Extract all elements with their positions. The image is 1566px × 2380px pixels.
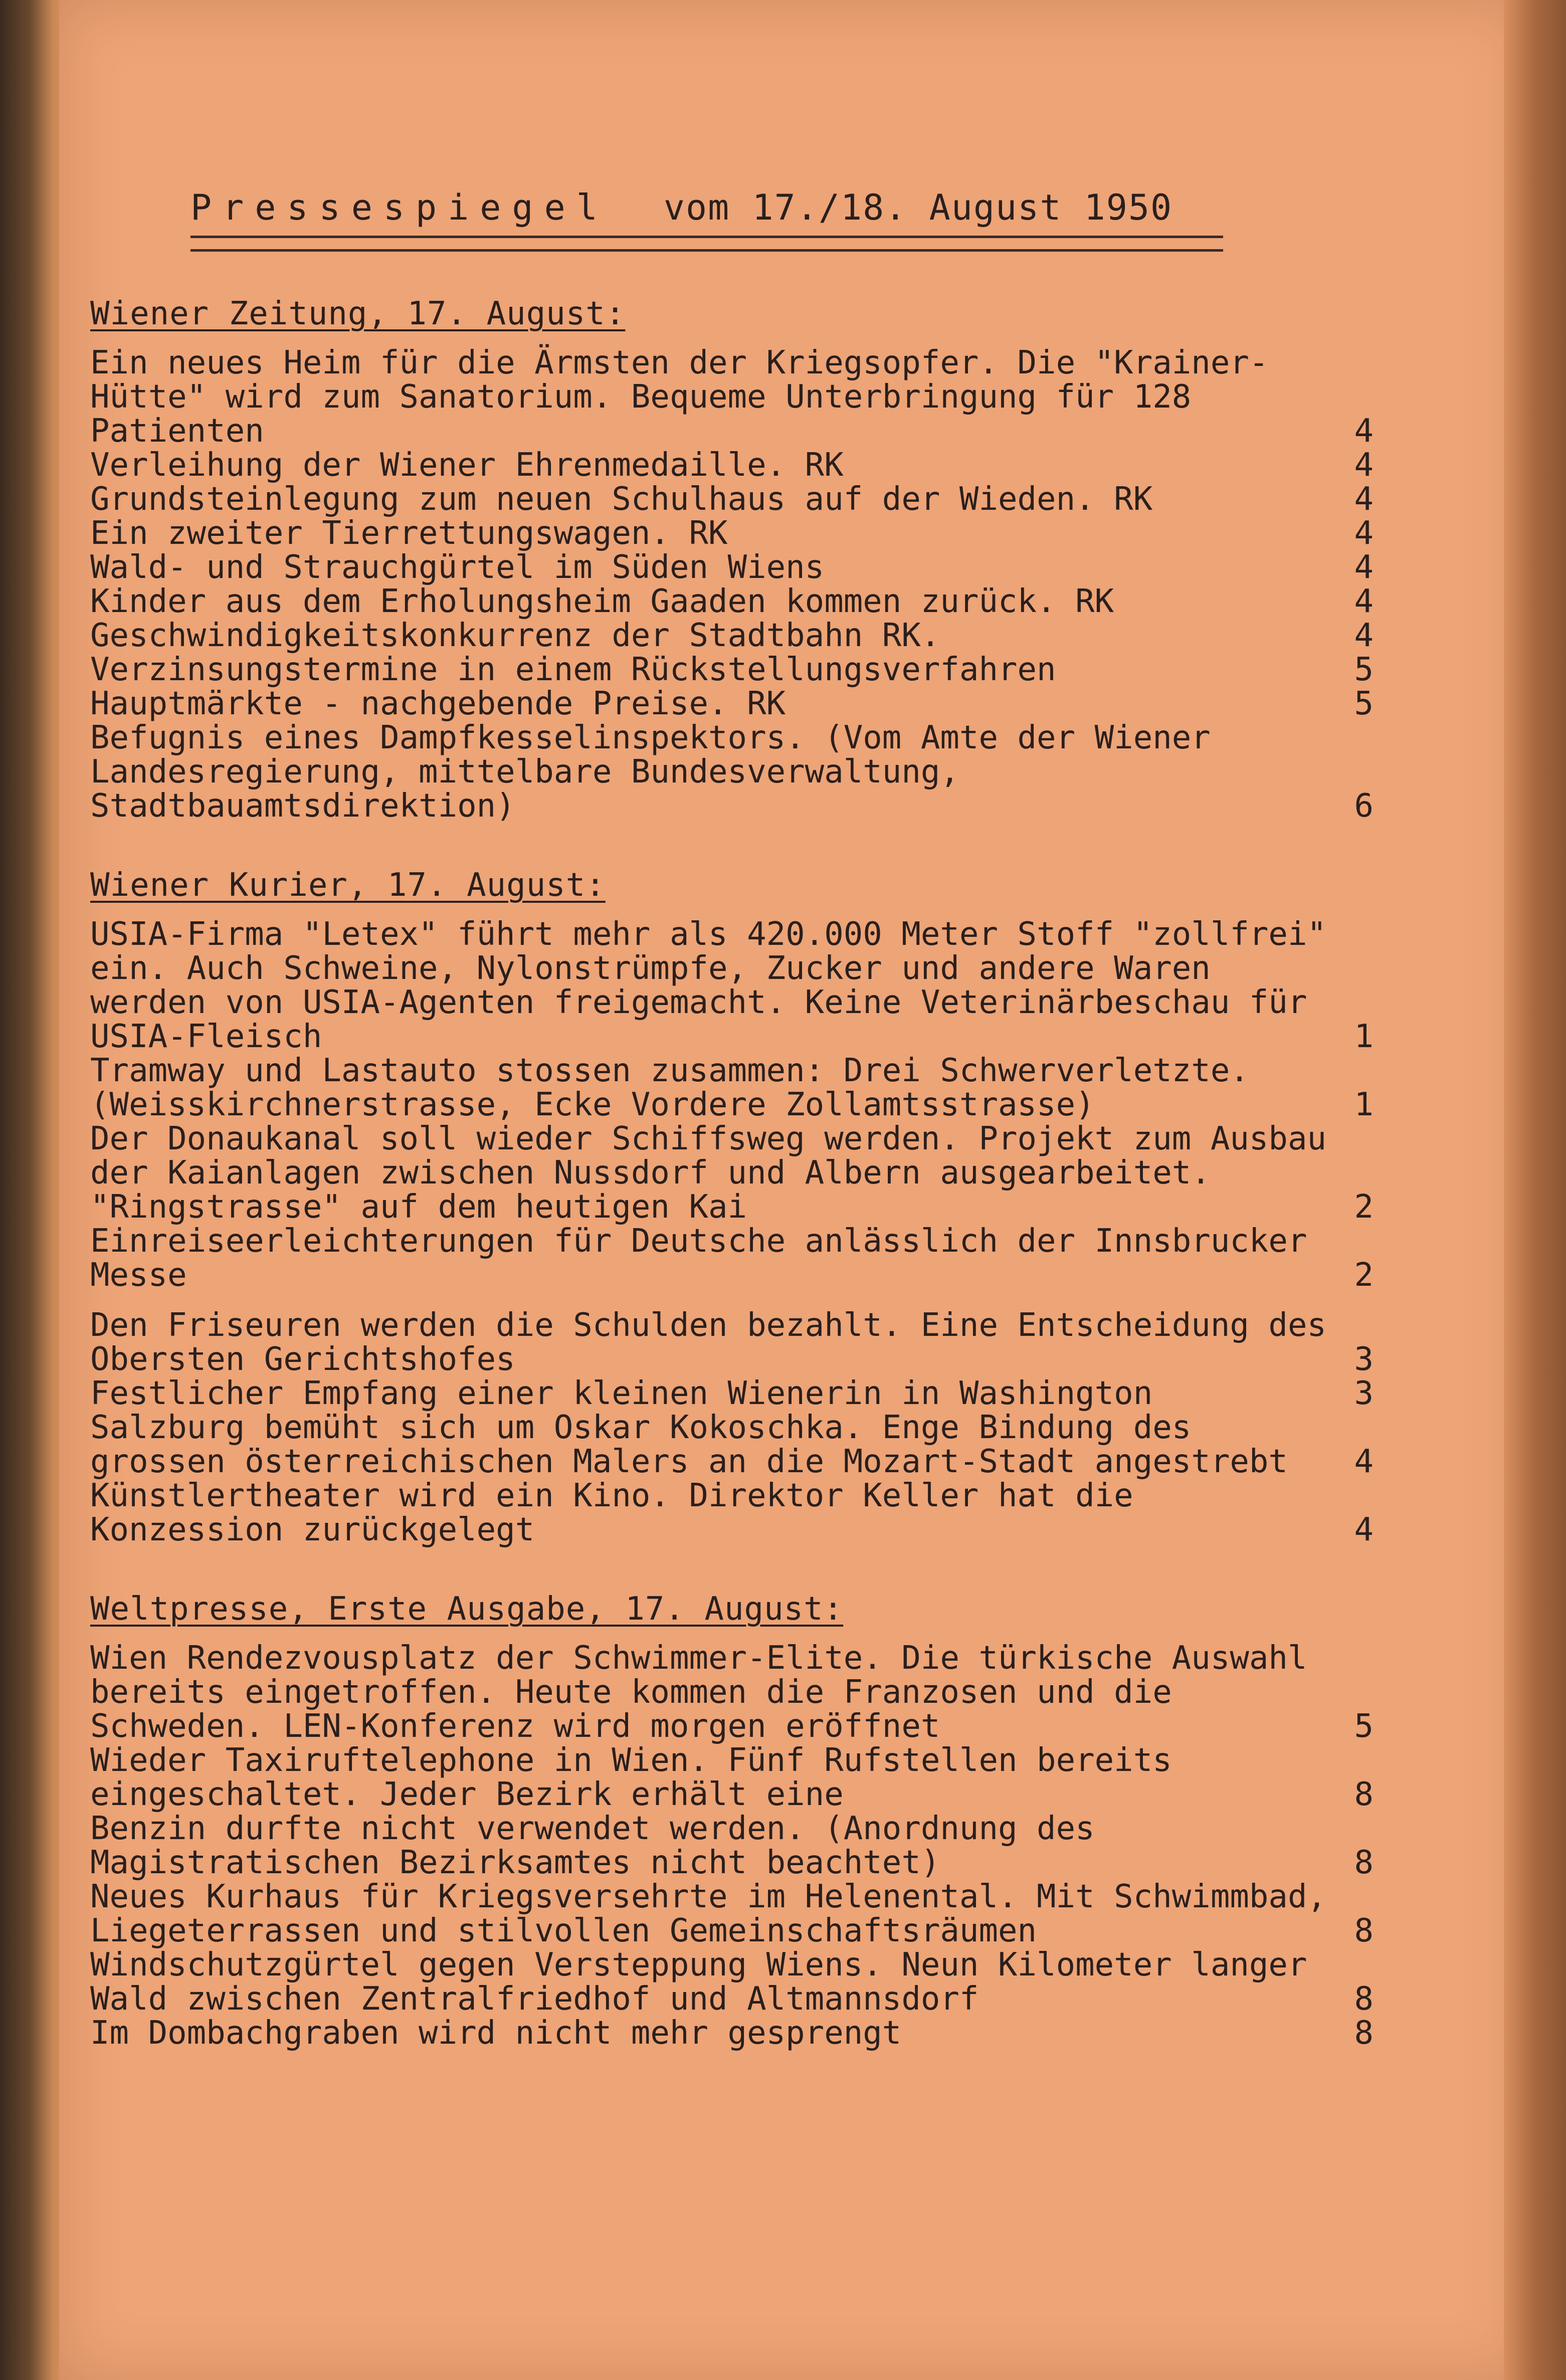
list-item bbox=[90, 482, 1374, 516]
page-edge bbox=[1504, 0, 1566, 2380]
entry-text: Wieder Taxiruftelephone in Wien. Fünf Rufstellen bereits eingeschaltet. Jeder Bezirk erhält eine bbox=[90, 1742, 1172, 1813]
list-item bbox=[90, 1411, 1374, 1479]
entry-page: 4 bbox=[1354, 413, 1374, 450]
entry-text: Der Donaukanal soll wieder Schiffsweg werden. Projekt zum Ausbau der Kaianlagen zwischen Nussdorf und Albern ausgearbeitet. "Ringstrasse" auf dem heutigen Kai bbox=[90, 1120, 1326, 1226]
entry-page: 8 bbox=[1354, 1844, 1374, 1881]
entry-page: 8 bbox=[1354, 2015, 1374, 2052]
entry-page: 1 bbox=[1354, 1018, 1374, 1055]
entry-page: 4 bbox=[1354, 515, 1374, 552]
entry-text: Hauptmärkte - nachgebende Preise. RK bbox=[90, 685, 786, 722]
list-item bbox=[90, 721, 1374, 823]
entry-text: Benzin durfte nicht verwendet werden. (Anordnung des Magistratischen Bezirksamtes nicht beachtet) bbox=[90, 1810, 1095, 1881]
entry-text: Salzburg bemüht sich um Oskar Kokoschka. Enge Bindung des grossen österreichischen Malers an die Mozart-Stadt angestrebt bbox=[90, 1409, 1288, 1480]
entry-text: Neues Kurhaus für Kriegsversehrte im Helenental. Mit Schwimmbad, Liegeterrassen und stilvollen Gemeinschaftsräumen bbox=[90, 1878, 1326, 1949]
list-item bbox=[90, 1880, 1374, 1948]
section-heading: Weltpresse, Erste Ausgabe, 17. August: bbox=[90, 1591, 844, 1628]
entry-text: Geschwindigkeitskonkurrenz der Stadtbahn RK. bbox=[90, 617, 940, 654]
entry-page: 8 bbox=[1354, 1980, 1374, 2018]
entry-page: 3 bbox=[1354, 1341, 1374, 1378]
section-wiener-zeitung bbox=[90, 297, 1374, 823]
list-item bbox=[90, 1308, 1374, 1376]
list-item bbox=[90, 516, 1374, 550]
list-item bbox=[90, 448, 1374, 482]
list-item bbox=[90, 1812, 1374, 1880]
list-item bbox=[90, 2016, 1374, 2050]
entry-text: Wald- und Strauchgürtel im Süden Wiens bbox=[90, 549, 825, 586]
list-item bbox=[90, 1641, 1374, 1743]
list-item bbox=[90, 1376, 1374, 1411]
typewritten-document bbox=[90, 187, 1374, 2052]
list-item bbox=[90, 1948, 1374, 2016]
section-heading: Wiener Kurier, 17. August: bbox=[90, 867, 606, 904]
entry-page: 4 bbox=[1354, 583, 1374, 620]
entry-page: 4 bbox=[1354, 481, 1374, 518]
list-item bbox=[90, 1743, 1374, 1812]
section-wiener-kurier bbox=[90, 868, 1374, 1547]
entry-page: 4 bbox=[1354, 1511, 1374, 1548]
entry-text: Festlicher Empfang einer kleinen Wienerin in Washington bbox=[90, 1375, 1153, 1412]
list-item bbox=[90, 653, 1374, 687]
list-item bbox=[90, 619, 1374, 653]
title-row bbox=[190, 187, 1374, 228]
list-item bbox=[90, 1224, 1374, 1292]
entry-page: 1 bbox=[1354, 1086, 1374, 1123]
entry-text: Ein neues Heim für die Ärmsten der Kriegsopfer. Die "Krainer-Hütte" wird zum Sanatorium. Bequeme Unterbringung für 128 Patienten bbox=[90, 344, 1269, 450]
entry-page: 3 bbox=[1354, 1375, 1374, 1412]
entry-page: 5 bbox=[1354, 1708, 1374, 1745]
entry-page: 5 bbox=[1354, 685, 1374, 722]
list-item bbox=[90, 1122, 1374, 1224]
entry-text: Wien Rendezvousplatz der Schwimmer-Elite. Die türkische Auswahl bereits eingetroffen. Heute kommen die Franzosen und die Schweden. LEN-Konferenz wird morgen eröffnet bbox=[90, 1640, 1307, 1745]
entry-page: 4 bbox=[1354, 617, 1374, 654]
document-title: Pressespiegel bbox=[190, 187, 609, 228]
entry-text: Grundsteinlegung zum neuen Schulhaus auf der Wieden. RK bbox=[90, 481, 1153, 518]
entry-text: Einreiseerleichterungen für Deutsche anlässlich der Innsbrucker Messe bbox=[90, 1223, 1307, 1294]
entry-page: 5 bbox=[1354, 651, 1374, 688]
list-item bbox=[90, 687, 1374, 721]
entry-page: 4 bbox=[1354, 1443, 1374, 1480]
entry-page: 6 bbox=[1354, 787, 1374, 825]
list-item bbox=[90, 1054, 1374, 1122]
entry-page: 2 bbox=[1354, 1257, 1374, 1294]
entry-text: Im Dombachgraben wird nicht mehr gesprengt bbox=[90, 2015, 902, 2052]
entry-page: 2 bbox=[1354, 1188, 1374, 1226]
entry-page: 8 bbox=[1354, 1776, 1374, 1813]
entry-text: Befugnis eines Dampfkesselinspektors. (Vom Amte der Wiener Landesregierung, mittelbare Bundesverwaltung, Stadtbauamtsdirektion) bbox=[90, 719, 1211, 825]
list-item bbox=[90, 1479, 1374, 1547]
section-weltpresse bbox=[90, 1592, 1374, 2050]
entry-text: Verleihung der Wiener Ehrenmedaille. RK bbox=[90, 447, 844, 484]
section-heading: Wiener Zeitung, 17. August: bbox=[90, 295, 626, 332]
entry-text: Windschutzgürtel gegen Versteppung Wiens. Neun Kilometer langer Wald zwischen Zentralfriedhof und Altmannsdorf bbox=[90, 1946, 1307, 2018]
list-item bbox=[90, 917, 1374, 1054]
entry-text: Verzinsungstermine in einem Rückstellungsverfahren bbox=[90, 651, 1056, 688]
list-item bbox=[90, 584, 1374, 619]
list-item bbox=[90, 346, 1374, 448]
title-double-rule bbox=[190, 236, 1223, 252]
entry-page: 4 bbox=[1354, 447, 1374, 484]
entry-text: Tramway und Lastauto stossen zusammen: Drei Schwerverletzte. (Weisskirchnerstrasse, Ecke Vordere Zollamtsstrasse) bbox=[90, 1052, 1249, 1123]
entry-page: 8 bbox=[1354, 1912, 1374, 1949]
entry-text: Kinder aus dem Erholungsheim Gaaden kommen zurück. RK bbox=[90, 583, 1114, 620]
entry-page: 4 bbox=[1354, 549, 1374, 586]
entry-text: Ein zweiter Tierrettungswagen. RK bbox=[90, 515, 728, 552]
list-item bbox=[90, 550, 1374, 584]
document-date: vom 17./18. August 1950 bbox=[663, 187, 1173, 228]
entry-text: Künstlertheater wird ein Kino. Direktor Keller hat die Konzession zurückgelegt bbox=[90, 1477, 1133, 1548]
entry-text: Den Friseuren werden die Schulden bezahlt. Eine Entscheidung des Obersten Gerichtshofes bbox=[90, 1307, 1326, 1378]
entry-text: USIA-Firma "Letex" führt mehr als 420.000 Meter Stoff "zollfrei" ein. Auch Schweine, Nylonstrümpfe, Zucker und andere Waren werden von USIA-Agenten freigemacht. Keine Veterinärbeschau für USIA-Fleisch bbox=[90, 916, 1326, 1055]
